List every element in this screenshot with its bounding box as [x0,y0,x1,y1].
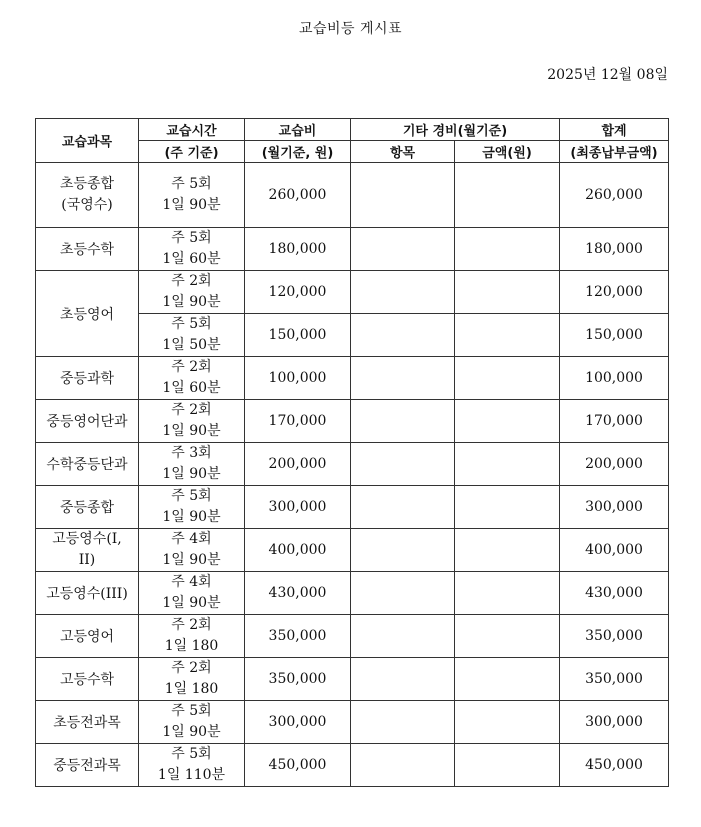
hours-cell: 주 5회 1일 60분 [139,228,245,271]
subject-cell: 중등과학 [36,357,139,400]
other-amount-cell [455,314,560,357]
header-total: 합계 [560,119,669,141]
table-row [36,443,669,486]
posting-date: 2025년 12월 08일 [547,67,668,83]
subject-cell: 고등영수(I, II) [36,529,139,572]
header-other-item: 항목 [351,141,455,163]
other-amount-cell [455,572,560,615]
subject-cell: 중등전과목 [36,744,139,787]
hours-cell: 주 4회 1일 90분 [139,529,245,572]
fee-cell: 170,000 [245,400,351,443]
other-item-cell [351,314,455,357]
other-amount-cell [455,529,560,572]
header-total-basis: (최종납부금액) [560,141,669,163]
total-cell: 400,000 [560,529,669,572]
total-cell: 200,000 [560,443,669,486]
other-item-cell [351,615,455,658]
fee-cell: 180,000 [245,228,351,271]
fee-cell: 450,000 [245,744,351,787]
subject-cell: 초등전과목 [36,701,139,744]
header-hours-basis: (주 기준) [139,141,245,163]
table-row [36,658,669,701]
table-row [36,271,669,314]
table-row [36,486,669,529]
header-fee-basis: (월기준, 원) [245,141,351,163]
other-amount-cell [455,486,560,529]
other-item-cell [351,658,455,701]
other-amount-cell [455,615,560,658]
subject-cell: 초등종합 (국영수) [36,163,139,228]
hours-cell: 주 2회 1일 90분 [139,400,245,443]
table-row [36,572,669,615]
fee-cell: 150,000 [245,314,351,357]
other-item-cell [351,701,455,744]
other-amount-cell [455,744,560,787]
other-item-cell [351,357,455,400]
subject-cell: 초등수학 [36,228,139,271]
subject-cell: 고등영어 [36,615,139,658]
other-item-cell [351,744,455,787]
page-title: 교습비등 게시표 [298,21,403,37]
total-cell: 170,000 [560,400,669,443]
table-row [36,615,669,658]
other-amount-cell [455,400,560,443]
fee-cell: 120,000 [245,271,351,314]
fee-cell: 300,000 [245,486,351,529]
hours-cell: 주 2회 1일 90분 [139,271,245,314]
table-row [36,701,669,744]
header-other-amount: 금액(원) [455,141,560,163]
header-hours: 교습시간 [139,119,245,141]
hours-cell: 주 5회 1일 90분 [139,163,245,228]
fee-table [35,118,669,787]
other-item-cell [351,529,455,572]
other-amount-cell [455,163,560,228]
subject-cell: 중등종합 [36,486,139,529]
total-cell: 300,000 [560,486,669,529]
other-amount-cell [455,357,560,400]
table-row [36,163,669,228]
total-cell: 350,000 [560,615,669,658]
hours-cell: 주 2회 1일 180 [139,658,245,701]
header-other-expenses: 기타 경비(월기준) [351,119,560,141]
hours-cell: 주 4회 1일 90분 [139,572,245,615]
header-subject: 교습과목 [36,119,139,163]
hours-cell: 주 5회 1일 90분 [139,701,245,744]
other-item-cell [351,271,455,314]
subject-cell: 고등수학 [36,658,139,701]
table-row [36,357,669,400]
other-item-cell [351,486,455,529]
other-amount-cell [455,701,560,744]
fee-cell: 300,000 [245,701,351,744]
other-amount-cell [455,228,560,271]
header-fee: 교습비 [245,119,351,141]
fee-cell: 200,000 [245,443,351,486]
total-cell: 260,000 [560,163,669,228]
hours-cell: 주 2회 1일 180 [139,615,245,658]
subject-cell: 중등영어단과 [36,400,139,443]
total-cell: 100,000 [560,357,669,400]
subject-cell: 고등영수(III) [36,572,139,615]
hours-cell: 주 2회 1일 60분 [139,357,245,400]
other-item-cell [351,443,455,486]
fee-cell: 400,000 [245,529,351,572]
fee-cell: 430,000 [245,572,351,615]
total-cell: 150,000 [560,314,669,357]
table-row [36,228,669,271]
total-cell: 430,000 [560,572,669,615]
fee-cell: 100,000 [245,357,351,400]
fee-cell: 350,000 [245,615,351,658]
hours-cell: 주 3회 1일 90분 [139,443,245,486]
subject-cell: 수학중등단과 [36,443,139,486]
other-item-cell [351,400,455,443]
total-cell: 300,000 [560,701,669,744]
total-cell: 450,000 [560,744,669,787]
other-item-cell [351,228,455,271]
hours-cell: 주 5회 1일 110분 [139,744,245,787]
other-item-cell [351,572,455,615]
subject-cell: 초등영어 [36,271,139,357]
table-row [36,400,669,443]
table-row [36,529,669,572]
other-amount-cell [455,658,560,701]
other-amount-cell [455,443,560,486]
fee-cell: 350,000 [245,658,351,701]
hours-cell: 주 5회 1일 50분 [139,314,245,357]
table-row [36,744,669,787]
total-cell: 350,000 [560,658,669,701]
other-item-cell [351,163,455,228]
total-cell: 180,000 [560,228,669,271]
total-cell: 120,000 [560,271,669,314]
other-amount-cell [455,271,560,314]
hours-cell: 주 5회 1일 90분 [139,486,245,529]
fee-cell: 260,000 [245,163,351,228]
